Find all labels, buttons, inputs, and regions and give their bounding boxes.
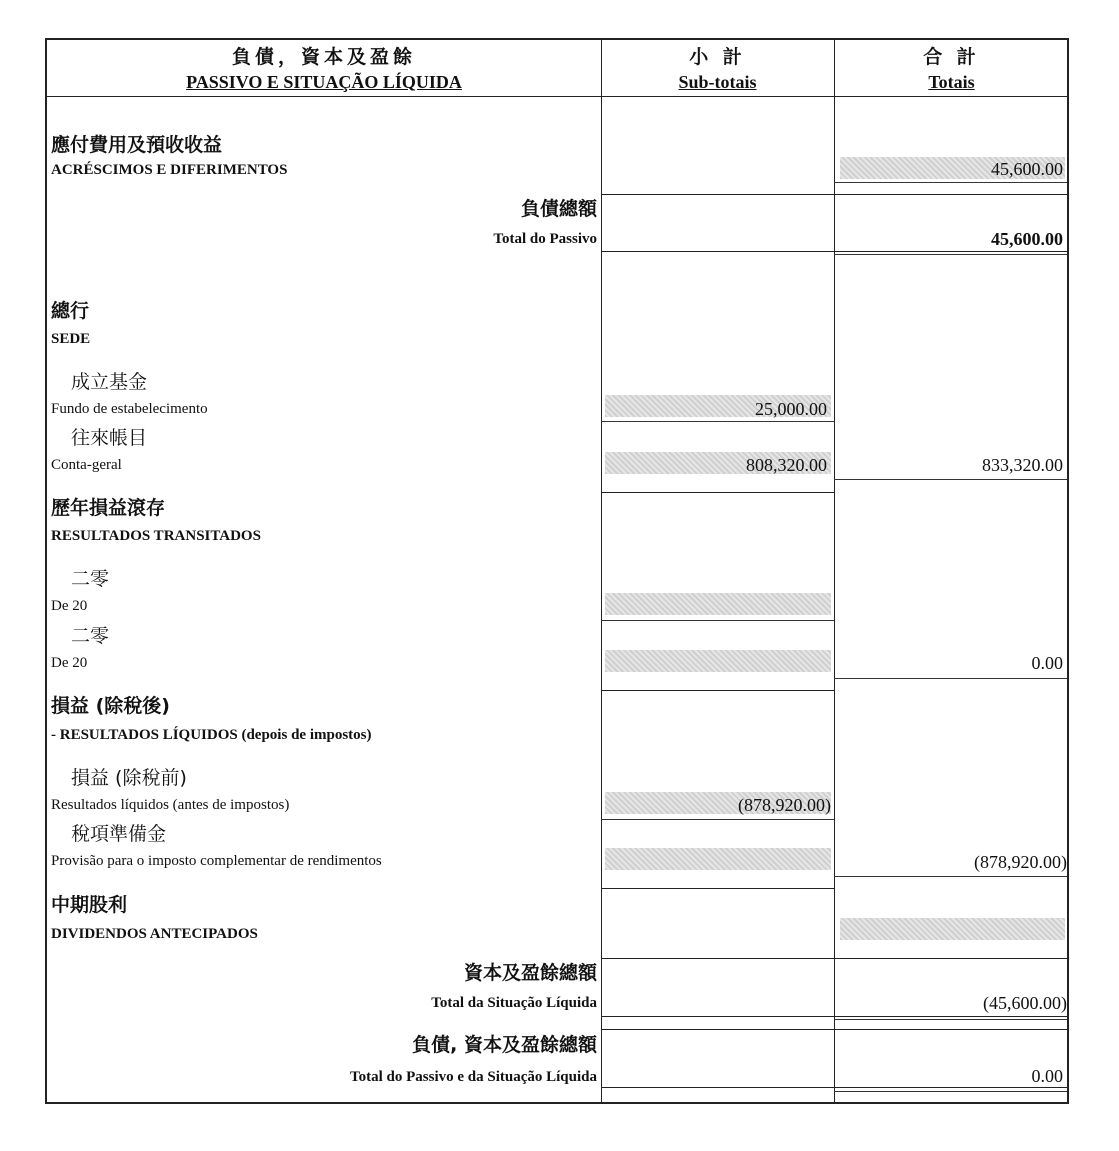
row-line (834, 876, 1067, 877)
row-line (601, 819, 834, 820)
row-line (834, 182, 1067, 183)
total-equity-label-zh: 資本及盈餘總額 (463, 962, 597, 984)
retained-label-pt: RESULTADOS TRANSITADOS (51, 528, 261, 544)
total-equity-label-pt: Total da Situação Líquida (431, 995, 597, 1011)
grand-total-value: 0.00 (1031, 1066, 1063, 1086)
row-line (834, 1019, 1067, 1020)
grand-total-label-zh: 負債, 資本及盈餘總額 (412, 1034, 597, 1056)
header-col3-zh: 合 計 (923, 46, 980, 68)
header-divider (47, 96, 1067, 97)
head-office-label-pt: SEDE (51, 331, 91, 347)
general-account-label-zh: 往來帳目 (71, 427, 148, 449)
year2-label-pt: De 20 (51, 655, 88, 671)
row-line (834, 254, 1067, 255)
header-col3-pt: Totais (928, 72, 975, 92)
net-results-total: (878,920.00) (974, 852, 1067, 872)
row-line (834, 1091, 1067, 1092)
accruals-label-zh: 應付費用及預收收益 (51, 134, 223, 156)
row-line (834, 479, 1067, 480)
shaded-cell (605, 593, 831, 615)
row-line (601, 251, 1067, 252)
pretax-subtotal: (878,920.00) (738, 795, 831, 815)
header-col2-zh: 小 計 (689, 46, 746, 68)
total-liabilities-label-zh: 負債總額 (520, 198, 597, 220)
general-account-label-pt: Conta-geral (51, 457, 122, 473)
establishment-fund-label-zh: 成立基金 (71, 371, 148, 393)
tax-provision-label-pt: Provisão para o imposto complementar de rendimentos (51, 853, 382, 869)
header-col1-pt: PASSIVO E SITUAÇÃO LÍQUIDA (186, 72, 462, 92)
general-account-subtotal: 808,320.00 (746, 455, 827, 475)
row-line (601, 421, 834, 422)
column-divider (834, 40, 835, 1102)
dividends-label-pt: DIVIDENDOS ANTECIPADOS (51, 926, 258, 942)
row-line (601, 690, 834, 691)
retained-label-zh: 歷年損益滾存 (51, 497, 166, 519)
year2-label-zh: 二零 (71, 625, 110, 647)
shaded-cell (840, 918, 1065, 940)
grand-total-label-pt: Total do Passivo e da Situação Líquida (349, 1069, 597, 1085)
column-divider (601, 40, 602, 1102)
establishment-fund-label-pt: Fundo de estabelecimento (51, 401, 208, 417)
row-line (601, 620, 834, 621)
shaded-cell (605, 650, 831, 672)
year1-label-pt: De 20 (51, 598, 88, 614)
row-line (601, 492, 834, 493)
total-equity-value: (45,600.00) (983, 993, 1067, 1013)
net-results-label-pt: - RESULTADOS LÍQUIDOS (depois de impostos) (51, 727, 372, 743)
head-office-label-zh: 總行 (51, 300, 90, 322)
row-line (601, 1029, 1067, 1030)
year1-label-zh: 二零 (71, 568, 110, 590)
total-liabilities-label-pt: Total do Passivo (493, 231, 597, 247)
header-col1-zh: 負債，資本及盈餘 (231, 46, 416, 68)
balance-sheet-table (45, 38, 1069, 1104)
tax-provision-label-zh: 稅項準備金 (71, 823, 167, 845)
header-col2-pt: Sub-totais (678, 72, 757, 92)
shaded-cell (605, 848, 831, 870)
row-line (834, 678, 1067, 679)
dividends-label-zh: 中期股利 (51, 894, 128, 916)
net-results-label-zh: 損益 (除稅後) (51, 695, 170, 717)
row-line (601, 958, 1067, 959)
total-liabilities-value: 45,600.00 (991, 229, 1063, 249)
pretax-label-zh: 損益 (除稅前) (71, 767, 187, 789)
row-line (601, 888, 834, 889)
row-line (601, 194, 1067, 195)
accruals-total: 45,600.00 (991, 159, 1063, 179)
row-line (601, 1087, 1067, 1088)
row-line (601, 1016, 1067, 1017)
establishment-fund-subtotal: 25,000.00 (755, 399, 827, 419)
retained-total: 0.00 (1031, 653, 1063, 673)
pretax-label-pt: Resultados líquidos (antes de impostos) (51, 797, 290, 813)
head-office-total: 833,320.00 (982, 455, 1063, 475)
accruals-label-pt: ACRÉSCIMOS E DIFERIMENTOS (51, 162, 288, 178)
